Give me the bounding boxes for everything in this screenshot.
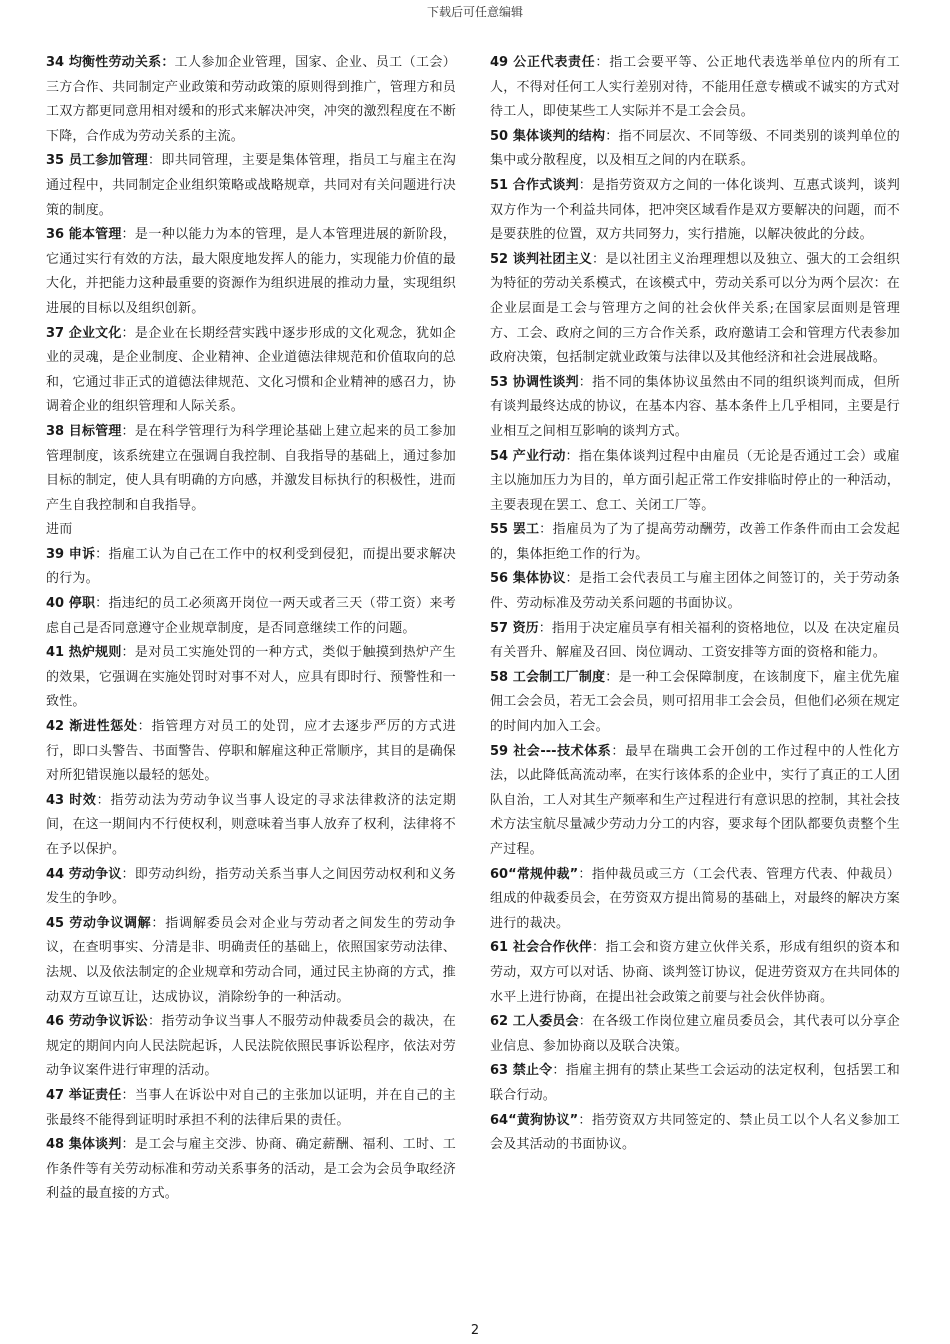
entry-body: ：指违纪的员工必须离开岗位一两天或者三天（带工资）来考虑自己是否同意遵守企业规章制度，是否同意继续工作的问题。 (46, 596, 456, 636)
definition-entry (46, 912, 456, 1010)
definition-entry (46, 1133, 456, 1207)
definition-entry (490, 51, 900, 125)
definition-entry (490, 371, 900, 445)
left-column (46, 51, 456, 1207)
entry-term: 60“常规仲裁” (490, 866, 579, 882)
definition-entry (490, 1059, 900, 1108)
definition-entry (46, 1084, 456, 1133)
definition-entry (46, 420, 456, 518)
definition-entry (490, 567, 900, 616)
page-number: 2 (470, 1323, 480, 1338)
entry-term: 37 企业文化 (46, 325, 122, 341)
entry-body: ：是一种工会保障制度，在该制度下，雇主优先雇佣工会会员，若无工会会员，则可招用非工会会员，但他们必须在规定的时间内加入工会。 (490, 669, 900, 735)
entry-term: 52 谈判社团主义 (490, 251, 593, 267)
definition-entry (490, 1109, 900, 1158)
definition-entry (46, 1010, 456, 1084)
definition-entry (46, 51, 456, 149)
entry-body: ：指在集体谈判过程中由雇员（无论是否通过工会）或雇主以施加压力为目的，单方面引起正常工作安排临时停止的一种活动，主要表现在罢工、怠工、关闭工厂等。 (490, 448, 900, 513)
entry-body: ：在各级工作岗位建立雇员委员会，其代表可以分享企业信息、参加协商以及联合决策。 (490, 1014, 900, 1054)
definition-entry (490, 125, 900, 174)
entry-term: 64“黄狗协议” (490, 1112, 579, 1128)
entry-term: 35 员工参加管理 (46, 153, 149, 169)
entry-term: 61 社会合作伙伴 (490, 940, 593, 956)
definition-entry (490, 666, 900, 740)
right-column (490, 51, 900, 1158)
entry-body: ：当事人在诉讼中对自己的主张加以证明，并在自己的主张最终不能得到证明时承担不利的法律后果的责任。 (46, 1087, 456, 1128)
entry-body: ：指劳动争议当事人不服劳动仲裁委员会的裁决，在规定的期间内向人民法院起诉，人民法院依照民事诉讼程序，依法对劳动争议案件进行审理的活动。 (46, 1014, 456, 1079)
entry-body: ：即共同管理，主要是集体管理，指员工与雇主在沟通过程中，共同制定企业组织策略或战略规章，共同对有关问题进行决策的制度。 (46, 153, 456, 218)
entry-term: 45 劳动争议调解 (46, 915, 152, 931)
definition-entry (46, 715, 456, 789)
entry-term: 38 目标管理 (46, 423, 122, 439)
entry-body: ：指调解委员会对企业与劳动者之间发生的劳动争议，在查明事实、分清是非、明确责任的基础上，依照国家劳动法律、法规、以及依法制定的企业规章和劳动合同，通过民主协商的方式，推动双方互谅互让，达成协议，消除纷争的一种活动。 (46, 915, 456, 1005)
entry-term: 59 社会---技术体系 (490, 743, 612, 759)
entry-term: 43 时效 (46, 792, 97, 808)
entry-term: 39 申诉 (46, 546, 96, 562)
entry-term: 49 公正代表责任 (490, 55, 596, 70)
entry-body: 进而 (46, 522, 73, 538)
definition-entry (46, 543, 456, 592)
entry-body: ：是工会与雇主交涉、协商、确定薪酬、福利、工时、工作条件等有关劳动标准和劳动关系事务的活动，是工会为会员争取经济利益的最直接的方式。 (46, 1137, 456, 1202)
entry-term: 53 协调性谈判 (490, 374, 579, 390)
entry-body: ：指劳动法为劳动争议当事人设定的寻求法律救济的法定期间，在这一期间内不行使权利，则意味着当事人放弃了权利，法律将不在予以保护。 (46, 792, 457, 857)
definition-entry (46, 322, 456, 420)
entry-body: ：指雇员为了为了提高劳动酬劳，改善工作条件而由工会发起的，集体拒绝工作的行为。 (490, 522, 900, 562)
entry-term: 34 均衡性劳动关系： (46, 55, 175, 70)
entry-body: ：指仲裁员或三方（工会代表、管理方代表、仲裁员）组成的仲裁委员会，在劳资双方提出简易的基础上，对最终的解决方案进行的裁决。 (490, 866, 900, 931)
entry-term: 46 劳动争议诉讼 (46, 1014, 149, 1030)
entry-term: 44 劳动争议 (46, 866, 122, 882)
stray-text (46, 518, 456, 543)
entry-term: 63 禁止令 (490, 1063, 553, 1079)
entry-term: 56 集体协议 (490, 571, 566, 587)
definition-entry (490, 248, 900, 371)
entry-body: ：最早在瑞典工会开创的工作过程中的人性化方法，以此降低高流动率，在实行该体系的企业中，实行了真正的工人团队自治，工人对其生产频率和生产过程进行有意识思的控制，其社会技术方法宝航尽量减少劳动力分工的内容，要求每个团队都要负责整个生产过程。 (490, 743, 900, 857)
page-header: 下载后可任意编辑 (426, 5, 523, 19)
definition-entry (490, 174, 900, 248)
definition-entry (490, 518, 900, 567)
entry-body: ：指劳资双方共同签定的、禁止员工以个人名义参加工会及其活动的书面协议。 (490, 1112, 900, 1153)
entry-term: 58 工会制工厂制度 (490, 669, 606, 685)
entry-body: 工人参加企业管理，国家、企业、员工（工会）三方合作、共同制定产业政策和劳动政策的原则得到推广，管理方和员工双方都更同意用相对缓和的形式来解决冲突，冲突的激烈程度在不断下降，合作成为劳动关系的主流。 (46, 55, 457, 144)
definition-entry (490, 445, 900, 519)
entry-term: 42 渐进性惩处 (46, 719, 138, 735)
entry-body: ：指雇工认为自己在工作中的权利受到侵犯，而提出要求解决的行为。 (46, 546, 456, 587)
entry-term: 54 产业行动 (490, 448, 566, 464)
entry-body: ：是指工会代表员工与雇主团体之间签订的，关于劳动条件、劳动标准及劳动关系问题的书面协议。 (490, 571, 900, 612)
definition-entry (490, 617, 900, 666)
entry-body: ：是企业在长期经营实践中逐步形成的文化观念，犹如企业的灵魂，是企业制度、企业精神、企业道德法律规范和价值取向的总和，它通过非正式的道德法律规范、文化习惯和企业精神的感召力，协调着企业的组织管理和人际关系。 (46, 325, 456, 415)
entry-body: ：指工会要平等、公正地代表选举单位内的所有工人，不得对任何工人实行差别对待，不能用任意专横或不诚实的方式对待工人，即使某些工人实际并不是工会会员。 (490, 55, 900, 120)
entry-body: ：指不同的集体协议虽然由不同的组织谈判而成，但所有谈判最终达成的协议，在基本内容、基本条件上几乎相同，主要是行业相互之间相互影响的谈判方式。 (490, 374, 900, 439)
entry-body: ：是对员工实施处罚的一种方式，类似于触摸到热炉产生的效果，它强调在实施处罚时对事不对人，应具有即时行、预警性和一致性。 (46, 645, 456, 710)
entry-term: 51 合作式谈判 (490, 177, 579, 193)
definition-entry (46, 641, 456, 715)
entry-body: ：是以社团主义治理理想以及独立、强大的工会组织为特征的劳动关系模式，在该模式中，劳动关系可以分为两个层次：在企业层面是工会与管理方之间的社会伙伴关系;在国家层面则是管理方、工会、政府之间的三方合作关系，政府邀请工会和管理方代表参加政府决策，包括制定就业政策与法律以及其他经济和社会进展战略。 (490, 251, 900, 366)
entry-term: 40 停职 (46, 596, 96, 612)
entry-body: ：指工会和资方建立伙伴关系，形成有组织的资本和劳动，双方可以对话、协商、谈判签订协议，促进劳资双方在共同体的水平上进行协商，在提出社会政策之前要与社会伙伴协商。 (490, 940, 900, 1005)
entry-body: ：是一种以能力为本的管理，是人本管理进展的新阶段，它通过实行有效的方法，最大限度地发挥人的能力，实现能力价值的最大化，并把能力这种最重要的资源作为组织进展的推动力量，实现组织进展的目标以及组织创新。 (46, 227, 456, 316)
entry-body: ：即劳动纠纷，指劳动关系当事人之间因劳动权利和义务发生的争吵。 (46, 866, 456, 907)
definition-entry (490, 863, 900, 937)
entry-term: 48 集体谈判 (46, 1137, 122, 1153)
entry-term: 57 资历 (490, 620, 539, 636)
definition-entry (490, 1010, 900, 1059)
entry-body: ：指不同层次、不同等级、不同类别的谈判单位的集中或分散程度，以及相互之间的内在联系。 (490, 128, 900, 169)
definition-entry (46, 789, 456, 863)
definition-entry (490, 936, 900, 1010)
entry-term: 36 能本管理 (46, 227, 122, 243)
definition-entry (46, 592, 456, 641)
entry-term: 50 集体谈判的结构 (490, 128, 606, 144)
definition-entry (490, 740, 900, 863)
entry-body: ：是指劳资双方之间的一体化谈判、互惠式谈判，谈判双方作为一个利益共同体，把冲突区域看作是双方要解决的问题，而不是要获胜的位置，双方共同努力，实行措施，以解决彼此的分歧。 (490, 177, 900, 243)
definition-entry (46, 149, 456, 223)
entry-body: ：指用于决定雇员享有相关福利的资格地位，以及 在决定雇员有关晋升、解雇及召回、岗位调动、工资安排等方面的资格和能力。 (490, 620, 900, 661)
definition-entry (46, 223, 456, 321)
entry-body: ：指管理方对员工的处罚，应才去逐步严厉的方式进行，即口头警告、书面警告、停职和解雇这种正常顺序，其目的是确保对所犯错误施以最轻的惩处。 (46, 719, 456, 784)
entry-term: 62 工人委员会 (490, 1014, 579, 1030)
entry-term: 55 罢工 (490, 522, 540, 538)
entry-body: ：指雇主拥有的禁止某些工会运动的法定权利，包括罢工和联合行动。 (490, 1063, 901, 1103)
entry-term: 41 热炉规则 (46, 645, 122, 661)
entry-body: ：是在科学管理行为科学理论基础上建立起来的员工参加管理制度，该系统建立在强调自我控制、自我指导的基础上，通过参加目标的制定，使人具有明确的方向感，并激发目标执行的积极性，进而产生自我控制和自我指导。 (46, 423, 456, 513)
definition-entry (46, 863, 456, 912)
entry-term: 47 举证责任 (46, 1087, 122, 1103)
